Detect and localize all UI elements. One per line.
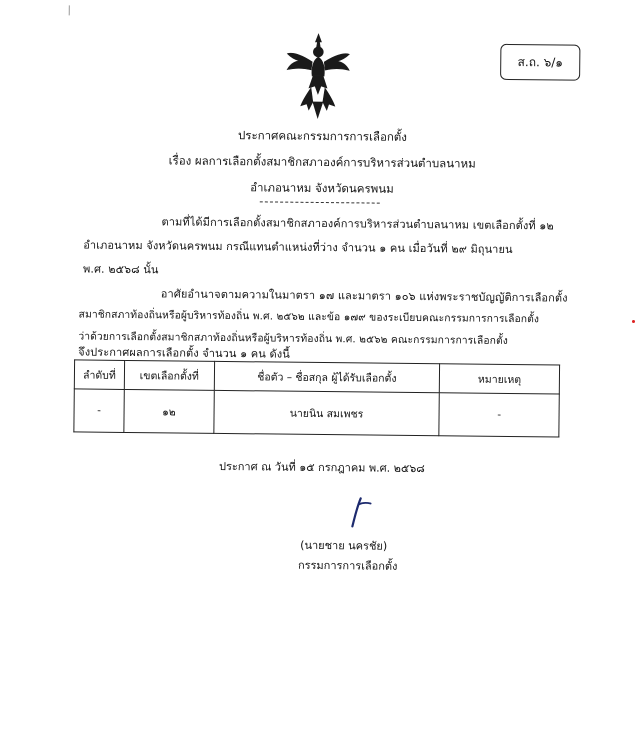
results-table [73,359,560,437]
column-header-order: ลำดับที่ [74,360,124,390]
cell-remarks: - [439,393,559,437]
column-header-remarks: หมายเหตุ [439,364,559,394]
cell-elected-name: นายนิน สมเพชร [214,390,440,435]
paragraph2-line1: อาศัยอำนาจตามความในมาตรา ๑๗ และมาตรา ๑๐๖ แห่งพระราชบัญญัติการเลือกตั้ง [160,287,568,305]
margin-dot [632,320,635,323]
paragraph2-line3: ว่าด้วยการเลือกตั้งสมาชิกสภาท้องถิ่นหรือผู้บริหารท้องถิ่น พ.ศ. ๒๕๖๒ คณะกรรมการการเลือกตั้ง [78,330,508,347]
paragraph1-line2: อำเภอนาหม จังหวัดนครพนม กรณีแทนตำแหน่งที่ว่าง จำนวน ๑ คน เมื่อวันที่ ๒๙ มิถุนายน [83,238,513,257]
column-header-elected-name: ชื่อตัว – ชื่อสกุล ผู้ได้รับเลือกตั้ง [214,361,440,392]
paragraph2-line2: สมาชิกสภาท้องถิ่นหรือผู้บริหารท้องถิ่น พ.ศ. ๒๕๖๒ และข้อ ๑๗๙ ของระเบียบคณะกรรมการการเลือกตั้ง [78,308,540,326]
heading-issuer: ประกาศคณะกรรมการการเลือกตั้ง [237,128,408,144]
cell-district: ๑๒ [124,389,214,433]
column-header-district: เขตเลือกตั้งที่ [124,360,214,390]
scan-mark [69,5,70,15]
paragraph2-line4: จึงประกาศผลการเลือกตั้ง จำนวน ๑ คน ดังนี้ [78,345,290,361]
heading-subject: เรื่อง ผลการเลือกตั้งสมาชิกสภาองค์การบริหารส่วนตำบลนาหม [168,153,476,171]
paragraph1-line1: ตามที่ได้มีการเลือกตั้งสมาชิกสภาองค์การบริหารส่วนตำบลนาหม เขตเลือกตั้งที่ ๑๒ [161,215,554,233]
announcement-date: ประกาศ ณ วันที่ ๑๕ กรกฎาคม พ.ศ. ๒๕๖๘ [218,459,425,476]
signatory-name: (นายชาย นครชัย) [300,538,388,553]
heading-location: อำเภอนาหม จังหวัดนครพนม [250,180,394,196]
paragraph1-line3: พ.ศ. ๒๕๖๘ นั้น [82,262,159,277]
form-reference-code: ส.ถ. ๖/๑ [517,54,563,70]
heading-separator [260,201,380,203]
garuda-emblem-icon [283,30,354,123]
signatory-title: กรรมการการเลือกตั้ง [297,558,398,573]
table-row [74,389,559,437]
cell-order: - [74,389,124,433]
form-reference-box [500,44,580,81]
signature-icon [336,490,386,531]
